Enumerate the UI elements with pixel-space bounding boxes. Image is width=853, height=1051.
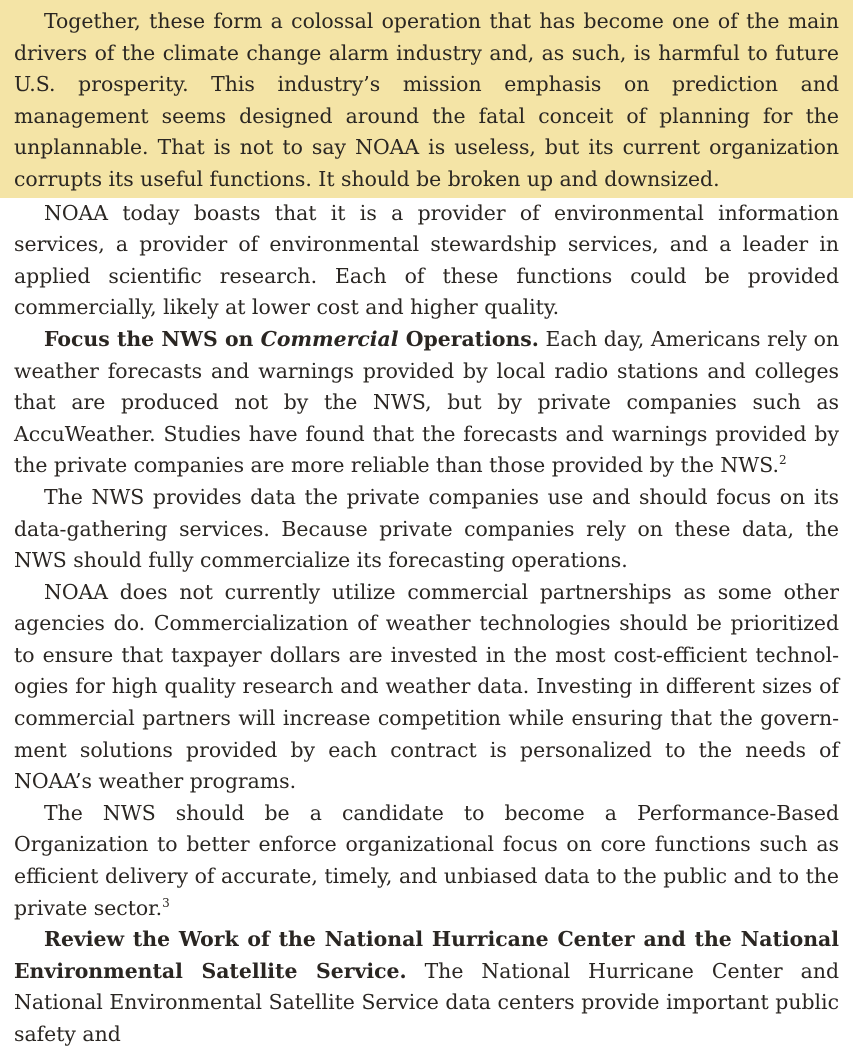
- paragraph-nws-data: The NWS provides data the private companies use and should focus on its data-gathering services. Because private companies rely on these data, the NWS should fully commercialize its forecasting operations.: [14, 484, 839, 573]
- paragraph-commercial-partnerships: NOAA does not currently utilize commercial partnerships as some other agencies do. Commercialization of weather technologies should be prioritized to ensure that taxpayer dollars are invested in the most cost-efficient technologies for high quality research and weather data. Investing in different sizes of commercial partners will increase competition while ensuring that the government solutions provided by each contract is personalized to the needs of NOAA’s weather programs.: [14, 579, 839, 794]
- highlighted-passage: [0, 0, 853, 198]
- paragraph-focus-nws: [14, 324, 839, 482]
- paragraph-performance-based: [14, 798, 839, 924]
- highlighted-paragraph: Together, these form a colossal operation that has become one of the main drivers of the climate change alarm industry and, as such, is harmful to future U.S. prosperity. This industry’s mission emphasis on prediction and management seems designed around the fatal conceit of planning for the unplannable. That is not to say NOAA is useless, but its current organization corrupts its useful functions. It should be broken up and downsized.: [14, 9, 839, 191]
- footnote-marker-3: 3: [162, 895, 170, 910]
- paragraph-review-hurricane-text: The National Hurricane Center and National Environmental Satellite Service data centers provide important public safety and: [14, 958, 840, 1046]
- paragraph-performance-based-text: The NWS should be a candidate to become a Performance-Based Organization to better enforce organizational focus on core functions such as efficient delivery of accurate, timely, and unbiased data to the public and to the private sector.: [14, 800, 839, 920]
- section-heading-focus-nws-part2: Operations.: [398, 326, 539, 351]
- paragraph-focus-nws-text: Each day, Americans rely on weather forecasts and warnings provided by local radio stations and colleges that are produced not by the NWS, but by private companies such as AccuWeather. Studies have found that the forecasts and warnings provided by the private companies are more reliable than those provided by the NWS.: [14, 326, 840, 478]
- section-heading-focus-nws-italic: Commercial: [260, 326, 399, 351]
- paragraph-noaa-services: NOAA today boasts that it is a provider of environmental information services, a provider of environmental stewardship services, and a leader in applied scientific research. Each of these functions could be provided commercially, likely at lower cost and higher quality.: [14, 200, 839, 320]
- footnote-marker-2: 2: [778, 453, 787, 468]
- paragraph-review-hurricane: [14, 924, 839, 1050]
- body-text: [0, 198, 853, 1051]
- section-heading-review-hurricane: Review the Work of the National Hurricane Center and the National Environmental Satellite Service.: [14, 927, 839, 983]
- section-heading-focus-nws-part1: Focus the NWS on: [44, 326, 261, 351]
